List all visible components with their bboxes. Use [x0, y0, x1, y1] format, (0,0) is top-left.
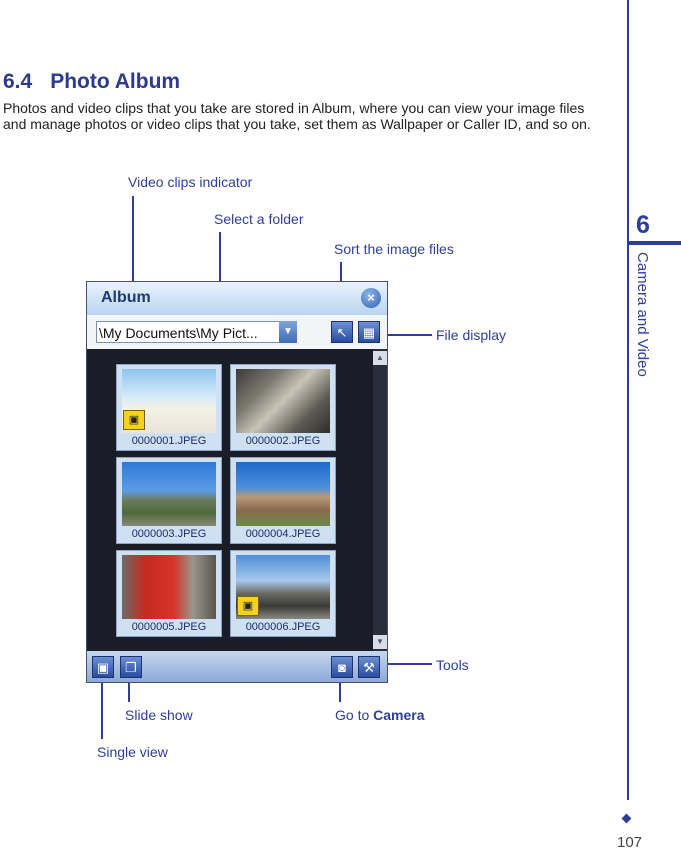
close-icon[interactable]: × — [361, 288, 381, 308]
sort-icon[interactable]: ↖ — [331, 321, 353, 343]
thumbnail-1[interactable] — [116, 364, 222, 451]
thumbnail-caption: 0000004.JPEG — [245, 528, 321, 540]
thumbnail-caption: 0000005.JPEG — [131, 621, 207, 633]
thumbnail-4[interactable] — [230, 457, 336, 544]
thumbnail-image — [236, 462, 330, 526]
chapter-name: Camera and Video — [634, 252, 651, 377]
thumbnail-5[interactable] — [116, 550, 222, 637]
thumbnail-caption: 0000002.JPEG — [245, 435, 321, 447]
camera-icon[interactable]: ◙ — [331, 656, 353, 678]
thumbnail-caption: 0000006.JPEG — [245, 621, 321, 633]
album-bottom-toolbar — [87, 651, 387, 682]
thumbnail-image — [236, 369, 330, 433]
single-view-icon[interactable]: ▣ — [92, 656, 114, 678]
callout-go-to-camera: Go to Camera — [335, 707, 425, 723]
album-screenshot — [86, 281, 388, 683]
leader-file-display — [382, 334, 432, 336]
chapter-bar — [627, 241, 681, 245]
callout-file-display: File display — [436, 327, 507, 343]
scroll-up-icon[interactable]: ▲ — [373, 351, 387, 365]
callout-slide-show: Slide show — [125, 707, 193, 723]
tools-icon[interactable]: ⚒ — [358, 656, 380, 678]
page-marker-diamond — [622, 814, 632, 824]
thumbnail-caption: 0000001.JPEG — [131, 435, 207, 447]
scrollbar[interactable] — [373, 349, 387, 651]
chapter-side-rule — [627, 0, 629, 800]
folder-select[interactable]: \My Documents\My Pict... — [96, 321, 296, 343]
section-heading — [3, 70, 180, 94]
page-number: 107 — [617, 834, 643, 851]
chapter-name-wrap — [627, 252, 657, 392]
album-title: Album — [101, 289, 151, 306]
dropdown-arrow-icon[interactable]: ▼ — [279, 321, 297, 343]
video-clip-icon: ▣ — [123, 410, 145, 430]
callout-tools: Tools — [436, 657, 469, 673]
file-display-icon[interactable]: ▦ — [358, 321, 380, 343]
video-clip-icon: ▣ — [237, 596, 259, 616]
thumbnail-grid — [87, 349, 387, 651]
thumbnail-image — [122, 555, 216, 619]
callout-single-view: Single view — [97, 744, 168, 760]
leader-single-view — [101, 676, 103, 739]
leader-tools — [382, 663, 432, 665]
scroll-down-icon[interactable]: ▼ — [373, 635, 387, 649]
album-titlebar — [87, 282, 387, 315]
thumbnail-6[interactable] — [230, 550, 336, 637]
album-toolbar — [87, 315, 387, 349]
callout-sort-files: Sort the image files — [334, 241, 454, 257]
thumbnail-image — [122, 462, 216, 526]
section-number: 6.4 — [3, 70, 33, 93]
callout-video-clips-indicator: Video clips indicator — [128, 174, 253, 190]
thumbnail-2[interactable] — [230, 364, 336, 451]
callout-select-folder: Select a folder — [214, 211, 304, 227]
thumbnail-caption: 0000003.JPEG — [131, 528, 207, 540]
intro-paragraph: Photos and video clips that you take are stored in Album, where you can view your image files and manage photos or video clips that you take, set them as Wallpaper or Caller ID, and so on. — [3, 100, 591, 132]
section-title: Photo Album — [50, 70, 181, 93]
chapter-number: 6 — [636, 211, 650, 239]
slide-show-icon[interactable]: ❐ — [120, 656, 142, 678]
thumbnail-3[interactable] — [116, 457, 222, 544]
